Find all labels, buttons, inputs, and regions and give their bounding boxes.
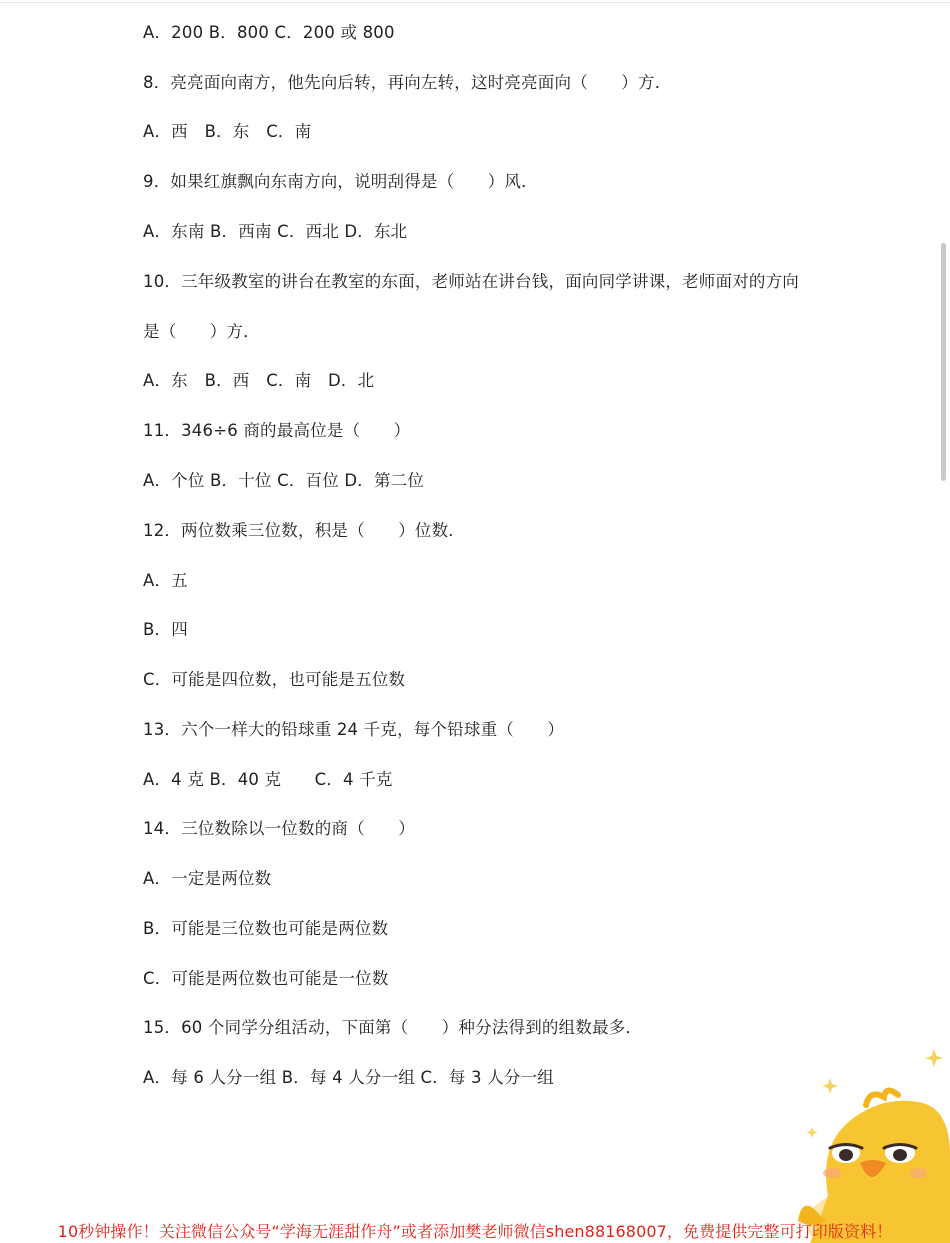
- q11-options-line: A．个位 B．十位 C．百位 D．第二位: [143, 471, 425, 490]
- question-10: 10．三年级教室的讲台在教室的东面，老师站在讲台钱，面向同学讲课，老师面对的方向: [143, 272, 799, 291]
- question-11: 11．346÷6 商的最高位是（ ）: [143, 421, 411, 440]
- q13-options-line: A．4 克 B．40 克 C．4 千克: [143, 770, 393, 789]
- question-10-continuation: 是（ ）方．: [143, 322, 260, 341]
- question-9: 9．如果红旗飘向东南方向，说明刮得是（ ）风．: [143, 172, 538, 191]
- q10-options-line: A．东 B．西 C．南 D．北: [143, 371, 375, 390]
- question-12: 12．两位数乘三位数，积是（ ）位数．: [143, 521, 465, 540]
- scrollbar-thumb[interactable]: [941, 243, 946, 481]
- sparkle-icon: [822, 1078, 838, 1094]
- sparkle-icon: [925, 1049, 943, 1067]
- q14-option-a: A．一定是两位数: [143, 869, 272, 888]
- q8-options-line: A．西 B．东 C．南: [143, 122, 312, 141]
- q7-options-line: A．200 B．800 C．200 或 800: [143, 23, 395, 42]
- q14-option-b: B．可能是三位数也可能是两位数: [143, 919, 389, 938]
- q12-option-a: A．五: [143, 571, 188, 590]
- question-15: 15．60 个同学分组活动，下面第（ ）种分法得到的组数最多．: [143, 1018, 643, 1037]
- q15-options-line: A．每 6 人分一组 B．每 4 人分一组 C．每 3 人分一组: [143, 1068, 554, 1087]
- question-14: 14．三位数除以一位数的商（ ）: [143, 819, 415, 838]
- q12-option-b: B．四: [143, 620, 188, 639]
- top-divider: [0, 2, 950, 3]
- question-13: 13．六个一样大的铅球重 24 千克，每个铅球重（ ）: [143, 720, 565, 739]
- q9-options-line: A．东南 B．西南 C．西北 D．东北: [143, 222, 408, 241]
- q12-option-c: C．可能是四位数，也可能是五位数: [143, 670, 406, 689]
- question-8: 8．亮亮面向南方，他先向后转，再向左转，这时亮亮面向（ ）方．: [143, 73, 672, 92]
- q14-option-c: C．可能是两位数也可能是一位数: [143, 969, 389, 988]
- sparkle-icon: [807, 1127, 818, 1138]
- chick-mascot-icon: [788, 1045, 950, 1243]
- promo-footer-banner: 10秒钟操作！关注微信公众号“学海无涯甜作舟”或者添加樊老师微信shen88168007，免费提供完整可打印版资料！: [57, 1222, 893, 1241]
